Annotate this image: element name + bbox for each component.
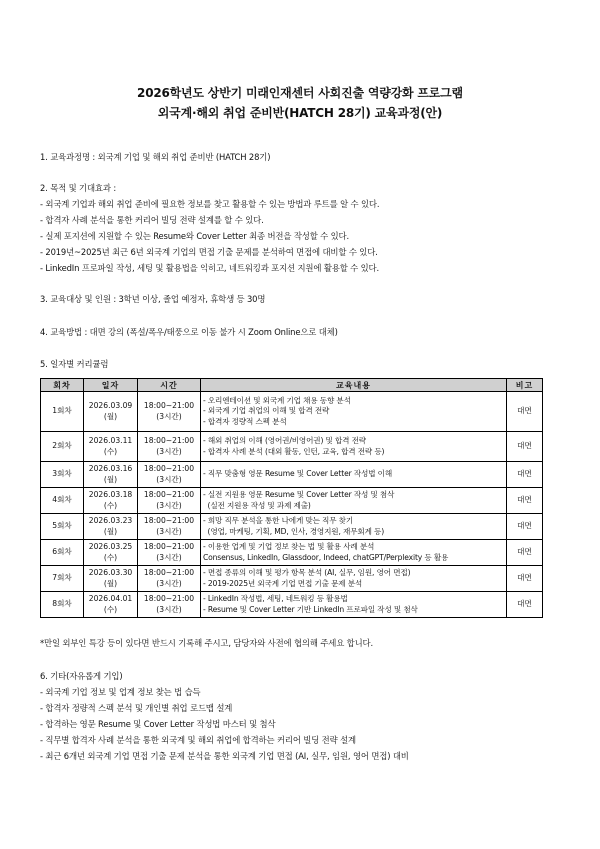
content-cell xyxy=(201,488,507,514)
content-cell xyxy=(201,540,507,566)
table-row xyxy=(41,514,543,540)
date-cell xyxy=(84,432,138,462)
session-cell xyxy=(41,514,84,540)
session-cell xyxy=(41,432,84,462)
section-6-item: - 외국계 기업 정보 및 업계 정보 찾는 법 습득 xyxy=(40,687,201,697)
session-cell xyxy=(41,566,84,592)
header-time: 시간 xyxy=(138,379,201,392)
time-value: 18:00~21:00 xyxy=(143,436,195,445)
time-cell xyxy=(138,566,201,592)
day-value: (월) xyxy=(103,474,118,484)
content-line: - 직무 맞춤형 영문 Resume 및 Cover Letter 작성법 이해 xyxy=(203,469,393,479)
content-line: - 합격자 정량적 스펙 분석 xyxy=(203,416,287,426)
session-cell xyxy=(41,488,84,514)
date-value: 2026.03.23 xyxy=(88,516,133,525)
curriculum-table xyxy=(40,378,543,618)
content-line: - LinkedIn 작성법, 세팅, 네트워킹 등 활용법 xyxy=(203,594,348,603)
table-row xyxy=(41,462,543,488)
note-cell xyxy=(507,488,543,514)
date-value: 2026.03.25 xyxy=(88,542,133,551)
time-cell xyxy=(138,488,201,514)
date-cell xyxy=(84,514,138,540)
content-line: - 면접 종류의 이해 및 평가 항목 분석 (AI, 실무, 임원, 영어 면접) xyxy=(203,568,411,577)
hours-value: (3시간) xyxy=(156,552,182,562)
session-label: 2회차 xyxy=(52,441,72,451)
content-line: - 오리엔테이션 및 외국계 기업 채용 동향 분석 xyxy=(203,395,351,405)
time-value: 18:00~21:00 xyxy=(143,464,195,473)
date-cell xyxy=(84,392,138,432)
table-row xyxy=(41,540,543,566)
time-cell xyxy=(138,540,201,566)
content-cell xyxy=(201,592,507,618)
date-cell xyxy=(84,462,138,488)
time-value: 18:00~21:00 xyxy=(143,490,195,499)
hours-value: (3시간) xyxy=(156,474,182,484)
date-value: 2026.03.16 xyxy=(88,464,133,473)
section-2-item: - 합격자 사례 분석을 통한 커리어 빌딩 전략 설계를 할 수 있다. xyxy=(40,215,264,225)
content-line: - Resume 및 Cover Letter 기반 LinkedIn 프로파일 작성 및 첨삭 xyxy=(203,604,418,614)
time-cell xyxy=(138,392,201,432)
hours-value: (3시간) xyxy=(156,446,182,456)
content-line: - 희망 직무 분석을 통한 나에게 맞는 직무 찾기 xyxy=(203,516,354,525)
section-6-heading: 6. 기타(자유롭게 기입) xyxy=(40,671,123,681)
table-row xyxy=(41,432,543,462)
header-session: 회차 xyxy=(41,379,84,392)
day-value: (수) xyxy=(103,446,118,456)
note-value: 대면 xyxy=(517,469,532,479)
section-4-method: 4. 교육방법 : 대면 강의 (폭설/폭우/태풍으로 이동 불가 시 Zoom Online으로 대체) xyxy=(40,327,338,337)
section-6-item: - 직무별 합격자 사례 분석을 통한 외국계 및 해외 취업에 합격하는 커리어 빌딩 전략 설계 xyxy=(40,735,356,745)
date-value: 2026.04.01 xyxy=(88,594,133,603)
table-header-row xyxy=(41,379,543,392)
time-cell xyxy=(138,432,201,462)
day-value: (월) xyxy=(103,411,118,421)
time-cell xyxy=(138,592,201,618)
day-value: (수) xyxy=(103,604,118,614)
date-value: 2026.03.09 xyxy=(88,401,133,410)
date-value: 2026.03.11 xyxy=(88,436,133,445)
session-cell xyxy=(41,592,84,618)
header-note: 비고 xyxy=(507,379,543,392)
table-footnote: *만일 외부인 특강 등이 있다면 반드시 기록해 주시고, 담당자와 사전에 협의해 주세요 합니다. xyxy=(40,638,373,648)
section-2-item: - LinkedIn 프로파일 작성, 세팅 및 활용법을 익히고, 네트워킹과 포지션 지원에 활용할 수 있다. xyxy=(40,263,379,273)
header-date: 일자 xyxy=(84,379,138,392)
content-line: (영업, 마케팅, 기획, MD, 인사, 경영지원, 재무회계 등) xyxy=(203,526,385,536)
section-2-heading: 2. 목적 및 기대효과 : xyxy=(40,183,116,193)
section-6-item: - 최근 6개년 외국계 기업 면접 기출 문제 분석을 통한 외국계 기업 면접 (AI, 실무, 임원, 영어 면접) 대비 xyxy=(40,751,409,761)
session-label: 1회차 xyxy=(52,406,72,416)
time-value: 18:00~21:00 xyxy=(143,568,195,577)
session-cell xyxy=(41,392,84,432)
section-3-target: 3. 교육대상 및 인원 : 3학년 이상, 졸업 예정자, 휴학생 등 30명 xyxy=(40,294,266,304)
content-cell xyxy=(201,566,507,592)
section-2-item: - 외국계 기업과 해외 취업 준비에 필요한 정보를 찾고 활용할 수 있는 방법과 루트를 알 수 있다. xyxy=(40,199,380,209)
time-value: 18:00~21:00 xyxy=(143,516,195,525)
content-line: - 외국계 기업 취업의 이해 및 합격 전략 xyxy=(203,406,330,416)
session-label: 5회차 xyxy=(52,521,72,531)
note-value: 대면 xyxy=(517,521,532,531)
date-cell xyxy=(84,488,138,514)
time-cell xyxy=(138,462,201,488)
document-subtitle: 외국계·해외 취업 준비반(HATCH 28기) 교육과정(안) xyxy=(157,106,443,120)
content-line: (실전 지원용 작성 및 과제 제출) xyxy=(203,500,311,510)
day-value: (수) xyxy=(103,500,118,510)
date-value: 2026.03.18 xyxy=(88,490,133,499)
hours-value: (3시간) xyxy=(156,604,182,614)
content-line: - 실전 지원용 영문 Resume 및 Cover Letter 작성 및 첨삭 xyxy=(203,490,395,499)
note-cell xyxy=(507,392,543,432)
content-cell xyxy=(201,514,507,540)
table-row xyxy=(41,488,543,514)
note-value: 대면 xyxy=(517,599,532,609)
note-value: 대면 xyxy=(517,573,532,583)
section-1-course-name: 1. 교육과정명 : 외국계 기업 및 해외 취업 준비반 (HATCH 28기) xyxy=(40,152,271,162)
table-row xyxy=(41,592,543,618)
section-2-item: - 2019년~2025년 최근 6년 외국계 기업의 면접 기출 문제를 분석하여 면접에 대비할 수 있다. xyxy=(40,247,378,257)
note-value: 대면 xyxy=(517,547,532,557)
content-cell xyxy=(201,432,507,462)
section-2-item: - 실제 포지션에 지원할 수 있는 Resume와 Cover Letter 최종 버전을 작성할 수 있다. xyxy=(40,231,349,241)
date-cell xyxy=(84,592,138,618)
note-cell xyxy=(507,566,543,592)
session-label: 4회차 xyxy=(52,495,72,505)
note-value: 대면 xyxy=(517,441,532,451)
session-label: 8회차 xyxy=(52,599,72,609)
table-row xyxy=(41,566,543,592)
day-value: (월) xyxy=(103,578,118,588)
date-cell xyxy=(84,566,138,592)
table-row xyxy=(41,392,543,432)
content-cell xyxy=(201,392,507,432)
session-label: 7회차 xyxy=(52,573,72,583)
date-cell xyxy=(84,540,138,566)
note-cell xyxy=(507,592,543,618)
note-value: 대면 xyxy=(517,406,532,416)
session-label: 3회차 xyxy=(52,469,72,479)
header-content: 교육내용 xyxy=(201,379,507,392)
note-cell xyxy=(507,540,543,566)
content-line: - 2019-2025년 외국계 기업 면접 기출 문제 분석 xyxy=(203,578,363,588)
content-line: - 해외 취업의 이해 (영어권/비영어권) 및 합격 전략 xyxy=(203,436,366,445)
note-value: 대면 xyxy=(517,495,532,505)
time-value: 18:00~21:00 xyxy=(143,542,195,551)
note-cell xyxy=(507,432,543,462)
hours-value: (3시간) xyxy=(156,411,182,421)
content-line: Consensus, LinkedIn, Glassdoor, Indeed, chatGPT/Perplexity 등 활용 xyxy=(203,552,449,562)
hours-value: (3시간) xyxy=(156,526,182,536)
section-6-item: - 합격하는 영문 Resume 및 Cover Letter 작성법 마스터 및 첨삭 xyxy=(40,719,276,729)
section-6-item: - 합격자 정량적 스펙 분석 및 개인별 취업 로드맵 설계 xyxy=(40,703,233,713)
section-5-heading: 5. 일자별 커리큘럼 xyxy=(40,359,109,369)
time-cell xyxy=(138,514,201,540)
content-cell xyxy=(201,462,507,488)
note-cell xyxy=(507,514,543,540)
time-value: 18:00~21:00 xyxy=(143,594,195,603)
day-value: (월) xyxy=(103,526,118,536)
date-value: 2026.03.30 xyxy=(88,568,133,577)
content-line: - 이용한 업계 및 기업 정보 찾는 법 및 활용 사례 분석 xyxy=(203,542,375,551)
note-cell xyxy=(507,462,543,488)
session-label: 6회차 xyxy=(52,547,72,557)
content-line: - 합격자 사례 분석 (대외 활동, 인턴, 교육, 합격 전략 등) xyxy=(203,446,385,456)
hours-value: (3시간) xyxy=(156,578,182,588)
time-value: 18:00~21:00 xyxy=(143,401,195,410)
day-value: (수) xyxy=(103,552,118,562)
session-cell xyxy=(41,462,84,488)
document-title: 2026학년도 상반기 미래인재센터 사회진출 역량강화 프로그램 xyxy=(137,86,463,100)
hours-value: (3시간) xyxy=(156,500,182,510)
session-cell xyxy=(41,540,84,566)
